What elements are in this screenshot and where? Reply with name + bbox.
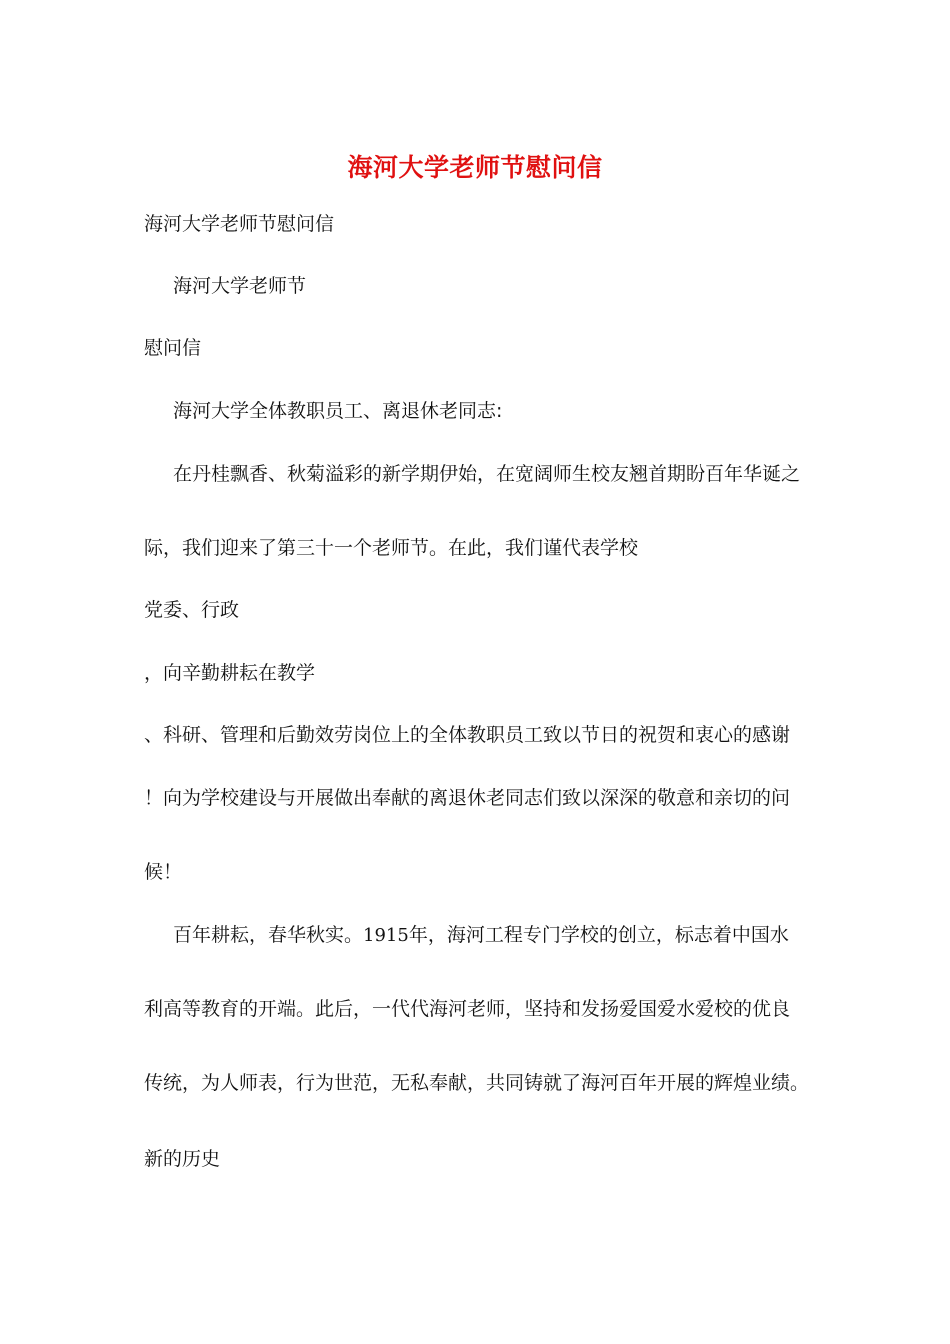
paragraph-line: 际，我们迎来了第三十一个老师节。在此，我们谨代表学校	[144, 537, 639, 559]
paragraph-line: 利高等教育的开端。此后，一代代海河老师，坚持和发扬爱国爱水爱校的优良	[144, 998, 791, 1020]
body-line-letter-label: 慰问信	[144, 337, 202, 359]
paragraph-line: 传统，为人师表，行为世范，无私奉献，共同铸就了海河百年开展的辉煌业绩。	[144, 1072, 810, 1094]
paragraph-rest-text: 年，海河工程专门学校的创立，标志着中国水	[408, 924, 789, 946]
paragraph-line: 、科研、管理和后勤效劳岗位上的全体教职员工致以节日的祝贺和衷心的感谢	[144, 724, 791, 746]
document-title: 海河大学老师节慰问信	[347, 153, 603, 182]
year-number: 1915	[363, 925, 409, 946]
paragraph-line: 新的历史	[144, 1148, 221, 1170]
paragraph-line	[173, 922, 789, 949]
paragraph-lead-text: 百年耕耘，春华秋实。	[173, 924, 364, 946]
salutation: 海河大学全体教职员工、离退休老同志:	[173, 400, 503, 422]
paragraph-line: ，向辛勤耕耘在教学	[144, 662, 316, 684]
body-line-subheading: 海河大学老师节	[173, 275, 307, 297]
paragraph-line: 党委、行政	[144, 599, 240, 621]
paragraph-line: 候！	[144, 861, 183, 883]
paragraph-line: ！向为学校建设与开展做出奉献的离退休老同志们致以深深的敬意和亲切的问	[144, 787, 791, 809]
body-line-heading: 海河大学老师节慰问信	[144, 213, 335, 235]
paragraph-line: 在丹桂飘香、秋菊溢彩的新学期伊始，在宽阔师生校友翘首期盼百年华诞之	[173, 463, 801, 485]
